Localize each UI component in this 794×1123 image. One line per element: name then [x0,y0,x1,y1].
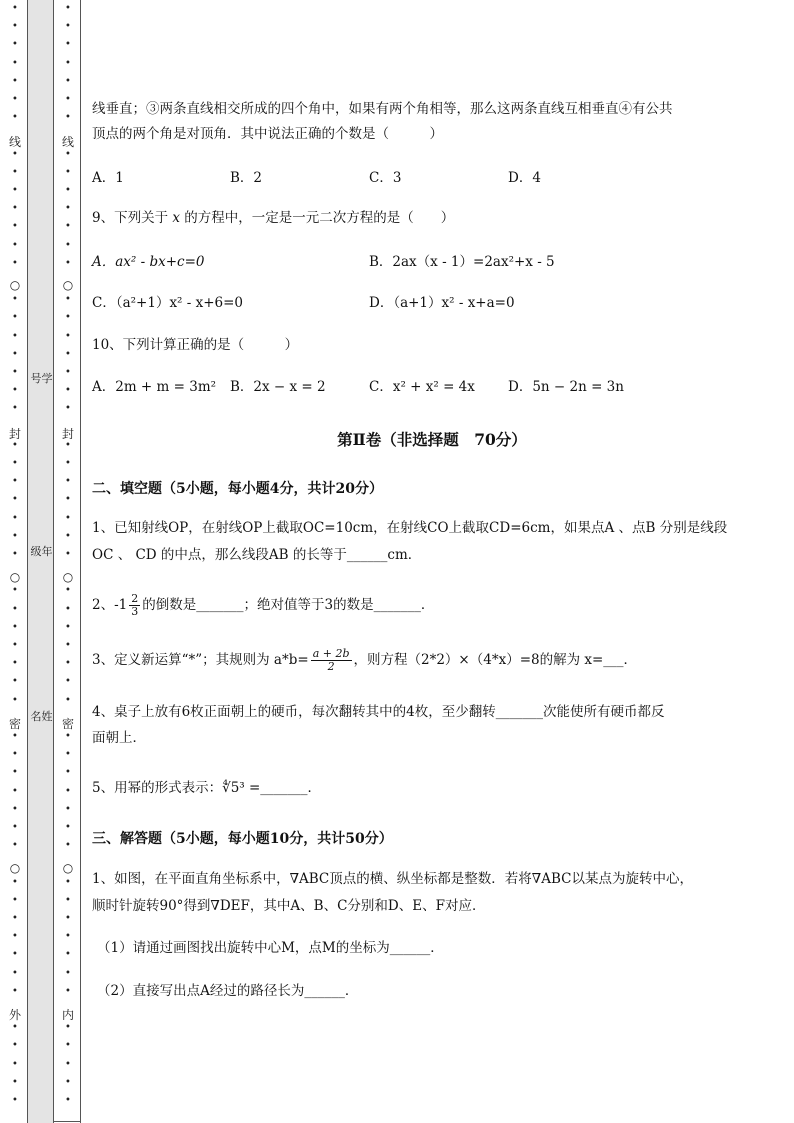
dots-right-dot: • [65,257,71,269]
q8-text-line1: 线垂直；③两条直线相交所成的四个角中，如果有两个角相等，那么这两条直线互相垂直④有公共 [92,101,673,117]
solve-q1-line2: 顺时针旋转90°得到∇DEF，其中A、B、C分别和D、E、F对应． [92,898,486,914]
binding-dots-inner [59,0,77,1123]
q8-option-b: B．2 [230,170,263,186]
dots-right-word-1: 封 [61,427,75,441]
fill-q4-line1: 4、桌子上放有6枚正面朝上的硬币，每次翻转其中的4枚，至少翻转_______次能使所有硬币都反 [92,704,665,720]
dots-right-dot: • [65,367,71,378]
binding-dots-outer [6,0,24,1123]
q10-option-b: B．2x − x = 2 [230,379,326,395]
dots-left-dot: • [12,931,18,943]
dots-right-dot: • [65,785,71,797]
dots-left-circle-0: ○ [9,278,21,292]
q9-option-d: D．（a+1）x² - x+a=0 [369,295,515,311]
dots-left-dot: • [12,658,18,670]
dots-right-dot: • [65,185,71,196]
fill-q3 [92,645,637,675]
dots-left-dot: • [12,803,18,815]
fill-q3-prefix: 3、定义新运算“*”；其规则为 a*b= [92,652,309,668]
dots-right-dot: • [65,621,71,633]
dots-right-dot: • [65,913,71,924]
part-two-title: 第Ⅱ卷（非选择题 70分） [337,430,527,449]
dots-right-dot: • [65,294,71,306]
dots-right-dot: • [65,603,71,615]
fill-q3-fraction [311,648,352,673]
q10-option-d: D．5n − 2n = 3n [508,379,624,395]
dots-right-dot: • [65,1058,71,1070]
q10-option-c: C．x² + x² = 4x [369,379,475,395]
dots-left-word-0: 线 [8,135,22,149]
q9-option-c: C．（a²+1）x² - x+6=0 [92,295,244,311]
dots-left-dot: • [12,476,18,488]
q9-option-b: B．2ax（x - 1）=2ax²+x - 5 [369,254,555,270]
dots-left-dot: • [12,731,18,742]
dots-left-dot: • [12,312,18,324]
dots-right-dot: • [65,585,71,597]
dots-left-dot: • [12,949,18,961]
strip-label-grade: 级年 [30,545,53,558]
binding-divider-line [80,0,81,1123]
dots-right-dot: • [65,530,71,542]
strip-label-name: 名姓 [30,710,53,723]
dots-right-word-2: 密 [61,717,75,731]
dots-right-dot: • [65,549,71,560]
dots-left-dot: • [12,148,18,160]
dots-right-dot: • [65,731,71,742]
dots-left-dot: • [12,330,18,342]
q9-option-a: A．ax² - bx+c=0 [92,254,205,270]
dots-left-dot: • [12,1076,18,1088]
dots-right-dot: • [65,439,71,451]
dots-left-dot: • [12,203,18,215]
dots-left-dot: • [12,785,18,797]
dots-left-dot: • [12,458,18,469]
dots-right-dot: • [65,1022,71,1034]
dots-left-dot: • [12,913,18,924]
dots-left-dot: • [12,494,18,506]
dots-right-dot: • [65,221,71,233]
q9-stem-post: 的方程中，一定是一元二次方程的是（ ） [180,210,455,226]
dots-left-dot: • [12,676,18,688]
solve-q1-sub1: （1）请通过画图找出旋转中心M，点M的坐标为______． [97,940,444,956]
q10-option-a: A．2m + m = 3m² [92,379,217,395]
dots-left-dot: • [12,39,18,51]
q9-variable: x [172,210,181,226]
dots-right-dot: • [65,931,71,943]
dots-right-circle-0: ○ [62,278,74,292]
dots-left-dot: • [12,967,18,979]
dots-left-dot: • [12,3,18,14]
dots-right-word-3: 内 [61,1008,75,1022]
dots-left-dot: • [12,221,18,233]
dots-left-dot: • [12,603,18,615]
dots-right-dot: • [65,39,71,51]
dots-left-dot: • [12,367,18,378]
q8-option-a: A．1 [92,170,124,186]
dots-right-dot: • [65,1076,71,1088]
dots-right-dot: • [65,658,71,670]
dots-left-dot: • [12,749,18,761]
solve-q1-sub2: （2）直接写出点A经过的路径长为______． [97,983,359,999]
dots-left-dot: • [12,694,18,706]
dots-left-dot: • [12,640,18,651]
section-fill-in-heading: 二、填空题（5小题，每小题4分，共计20分） [92,481,383,497]
dots-left-dot: • [12,21,18,33]
dots-right-dot: • [65,203,71,215]
dots-right-dot: • [65,1040,71,1052]
strip-label-student-number: 号学 [30,372,53,385]
dots-right-dot: • [65,640,71,651]
dots-right-dot: • [65,822,71,833]
dots-left-dot: • [12,439,18,451]
dots-left-dot: • [12,239,18,251]
dots-left-dot: • [12,166,18,178]
dots-right-dot: • [65,985,71,997]
fill-q2-suffix: 的倒数是_______；绝对值等于3的数是_______． [142,597,435,613]
dots-left-dot: • [12,840,18,852]
dots-right-dot: • [65,840,71,852]
dots-right-dot: • [65,239,71,251]
fill-q2-prefix: 2、-1 [92,597,128,613]
fill-q3-fraction-denominator: 2 [327,660,335,673]
dots-left-dot: • [12,512,18,524]
dots-right-dot: • [65,949,71,961]
dots-right-circle-1: ○ [62,570,74,584]
q8-option-c: C．3 [369,170,402,186]
dots-left-dot: • [12,94,18,105]
dots-left-dot: • [12,185,18,196]
fill-q2-fraction-numerator: 2 [131,592,139,605]
dots-right-dot: • [65,385,71,397]
dots-left-dot: • [12,257,18,269]
dots-left-dot: • [12,767,18,779]
dots-right-dot: • [65,894,71,906]
binding-bottom-rule [54,1121,81,1122]
section-solve-heading: 三、解答题（5小题，每小题10分，共计50分） [92,831,393,847]
dots-left-dot: • [12,530,18,542]
fill-q2-fraction-denominator: 3 [131,605,139,618]
dots-right-dot: • [65,458,71,469]
fill-q4-line2: 面朝上． [92,730,146,746]
student-info-strip [27,0,54,1123]
fill-q1-line2: OC 、 CD 的中点，那么线段AB 的长等于______cm． [92,547,422,563]
dots-left-circle-2: ○ [9,861,21,875]
dots-left-dot: • [12,348,18,360]
dots-right-word-0: 线 [61,135,75,149]
dots-right-dot: • [65,694,71,706]
dots-right-dot: • [65,57,71,69]
dots-left-dot: • [12,403,18,415]
dots-right-dot: • [65,330,71,342]
q9-stem [92,209,454,227]
dots-left-dot: • [12,876,18,888]
dots-right-dot: • [65,75,71,87]
dots-left-word-2: 密 [8,717,22,731]
solve-q1-line1: 1、如图，在平面直角坐标系中，∇ABC顶点的横、纵坐标都是整数．若将∇ABC以某点为旋转中心， [92,871,693,887]
fill-q5: 5、用幂的形式表示：∜5³ =_______． [92,780,322,796]
fill-q1-line1: 1、已知射线OP，在射线OP上截取OC=10cm，在射线CO上截取CD=6cm，如果点A 、点B 分别是线段 [92,520,728,536]
q8-text-line2: 顶点的两个角是对顶角．其中说法正确的个数是（ ） [92,126,443,142]
dots-left-dot: • [12,385,18,397]
dots-right-dot: • [65,767,71,779]
dots-right-dot: • [65,676,71,688]
dots-left-dot: • [12,985,18,997]
dots-right-dot: • [65,21,71,33]
dots-left-dot: • [12,75,18,87]
fill-q3-suffix: ，则方程（2*2）×（4*x）=8的解为 x=___． [353,652,638,668]
fill-q2 [92,590,434,620]
dots-right-dot: • [65,803,71,815]
dots-left-dot: • [12,1022,18,1034]
dots-left-dot: • [12,585,18,597]
dots-right-dot: • [65,94,71,105]
dots-right-dot: • [65,1095,71,1106]
dots-left-dot: • [12,894,18,906]
dots-left-dot: • [12,1058,18,1070]
fill-q3-fraction-numerator: a + 2b [312,647,350,660]
dots-left-circle-1: ○ [9,570,21,584]
dots-right-dot: • [65,166,71,178]
dots-right-dot: • [65,749,71,761]
fill-q2-fraction [129,593,140,618]
dots-right-dot: • [65,112,71,124]
dots-left-dot: • [12,294,18,306]
dots-left-dot: • [12,549,18,560]
dots-right-dot: • [65,3,71,14]
dots-left-dot: • [12,822,18,833]
dots-left-dot: • [12,57,18,69]
q9-stem-pre: 9、下列关于 [92,210,173,226]
dots-left-word-3: 外 [8,1008,22,1022]
dots-right-dot: • [65,967,71,979]
q8-option-d: D．4 [508,170,541,186]
dots-right-dot: • [65,148,71,160]
dots-right-dot: • [65,312,71,324]
dots-left-word-1: 封 [8,427,22,441]
dots-right-circle-2: ○ [62,861,74,875]
dots-right-dot: • [65,403,71,415]
dots-right-dot: • [65,476,71,488]
q10-stem: 10、下列计算正确的是（ ） [92,337,299,353]
dots-left-dot: • [12,1040,18,1052]
dots-left-dot: • [12,112,18,124]
dots-left-dot: • [12,1095,18,1106]
dots-right-dot: • [65,348,71,360]
dots-right-dot: • [65,494,71,506]
dots-left-dot: • [12,621,18,633]
dots-right-dot: • [65,512,71,524]
dots-right-dot: • [65,876,71,888]
